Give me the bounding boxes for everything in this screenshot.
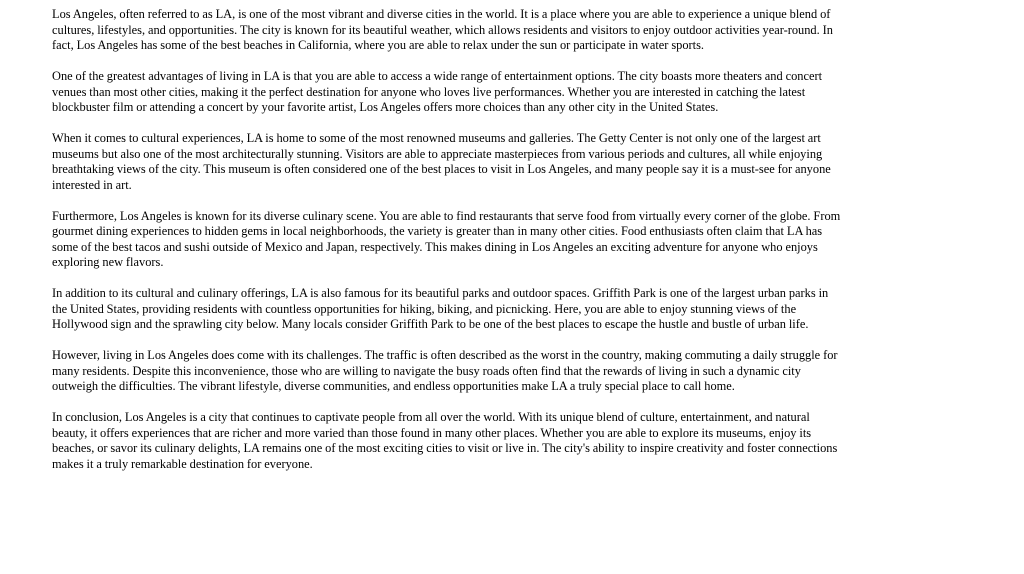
paragraph-culinary: Furthermore, Los Angeles is known for its diverse culinary scene. You are able to find restaurants that serve food from virtually every corner of the globe. From gourmet dining experiences to hidden gems in local neighborhoods, the variety is greater than in many other cities. Food enthusiasts often claim that LA has some of the best tacos and sushi outside of Mexico and Japan, respectively. This makes dining in Los Angeles an exciting adventure for anyone who enjoys exploring new flavors. <box>52 208 841 269</box>
paragraph-conclusion: In conclusion, Los Angeles is a city that continues to captivate people from all over the world. With its unique blend of culture, entertainment, and natural beauty, it offers experiences that are richer and more varied than those found in many other places. Whether you are able to explore its museums, enjoy its beaches, or savor its culinary delights, LA remains one of the most exciting cities to visit or live in. The city's ability to inspire creativity and foster connections makes it a truly remarkable destination for everyone. <box>52 410 838 471</box>
paragraph-challenges: However, living in Los Angeles does come with its challenges. The traffic is often described as the worst in the country, making commuting a daily struggle for many residents. Despite this inconvenience, those who are willing to navigate the busy roads often find that the rewards of living in such a dynamic city outweigh the difficulties. The vibrant lifestyle, diverse communities, and endless opportunities make LA a truly special place to call home. <box>52 348 838 393</box>
paragraph-intro: Los Angeles, often referred to as LA, is one of the most vibrant and diverse cities in the world. It is a place where you are able to experience a unique blend of cultures, lifestyles, and opportunities. The city is known for its beautiful weather, which allows residents and visitors to enjoy outdoor activities year-round. In fact, Los Angeles has some of the best beaches in California, where you are able to relax under the sun or participate in water sports. <box>52 7 833 52</box>
paragraph-culture: When it comes to cultural experiences, LA is home to some of the most renowned museums and galleries. The Getty Center is not only one of the largest art museums but also one of the most architecturally stunning. Visitors are able to appreciate masterpieces from various periods and cultures, all while enjoying breathtaking views of the city. This museum is often considered one of the best places to visit in Los Angeles, and many people say it is a must-see for anyone interested in art. <box>52 131 831 192</box>
document-body <box>52 7 842 472</box>
paragraph-parks: In addition to its cultural and culinary offerings, LA is also famous for its beautiful parks and outdoor spaces. Griffith Park is one of the largest urban parks in the United States, providing residents with countless opportunities for hiking, biking, and picnicking. Here, you are able to enjoy stunning views of the Hollywood sign and the sprawling city below. Many locals consider Griffith Park to be one of the best places to escape the hustle and bustle of urban life. <box>52 286 829 331</box>
paragraph-entertainment: One of the greatest advantages of living in LA is that you are able to access a wide range of entertainment options. The city boasts more theaters and concert venues than most other cities, making it the perfect destination for anyone who loves live performances. Whether you are interested in catching the latest blockbuster film or attending a concert by your favorite artist, Los Angeles offers more choices than any other city in the United States. <box>52 69 823 114</box>
